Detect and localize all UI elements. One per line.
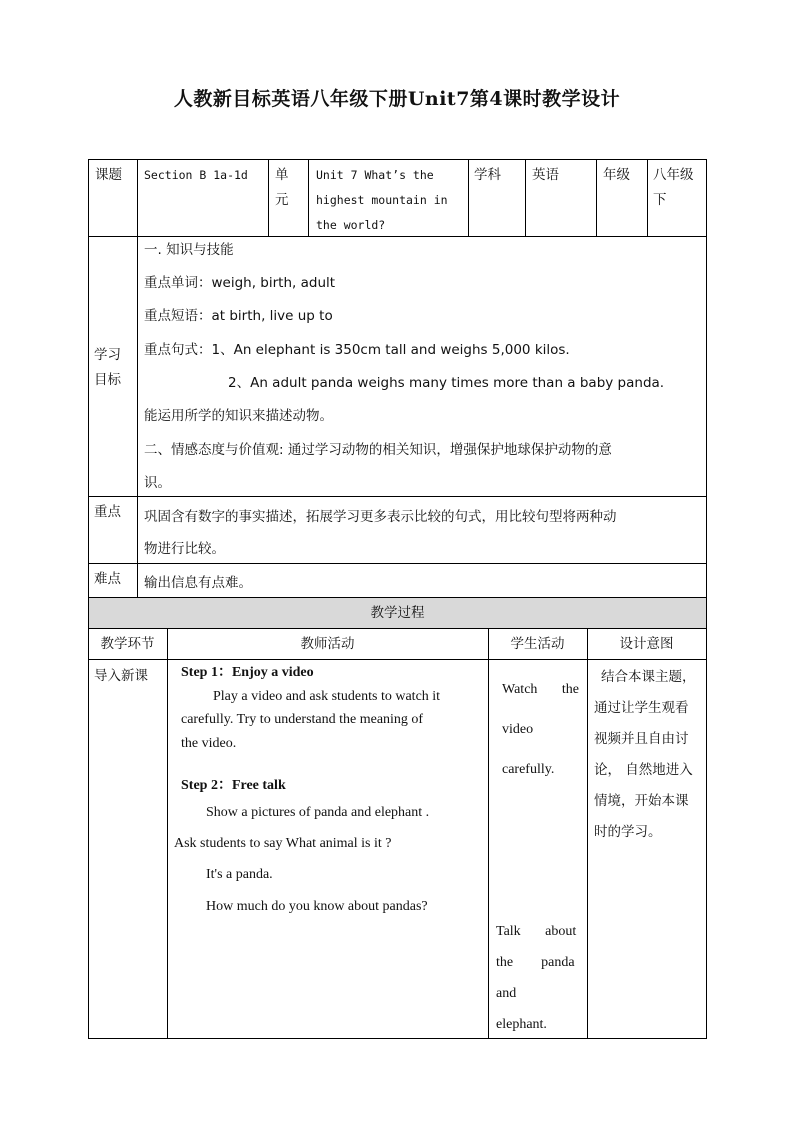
col-intent-header: 设计意图 [619,636,674,652]
unit-value-line1: Unit 7 What’s the [316,168,434,182]
objectives-label-line2: 目标 [94,372,121,388]
grade-value-line2: 下 [653,192,667,208]
intent-line: 结合本课主题， [601,669,696,685]
difficulty-label: 难点 [94,571,121,587]
col-teacher-header: 教师活动 [300,636,355,652]
step2-line: It's a panda. [206,867,273,882]
objective-line: 2、An adult panda weighs many times more than a baby panda. [228,375,665,391]
objective-line: 重点句式：1、An elephant is 350cm tall and weighs 5,000 kilos. [144,342,570,358]
col-stage-header: 教学环节 [100,636,155,652]
step2-line: Ask students to say What animal is it ? [174,836,392,851]
objective-line: 二、情感态度与价值观: 通过学习动物的相关知识，增强保护地球保护动物的意 [144,442,612,458]
stage-intro: 导入新课 [94,668,148,684]
student-activity-line: and [496,986,517,1001]
objectives-label-line1: 学习 [94,347,121,363]
step1-line: carefully. Try to understand the meaning of [181,712,424,727]
student-activity-line: Talk about [496,924,577,939]
key-points-line1: 巩固含有数字的事实描述，拓展学习更多表示比较的句式，用比较句型将两种动 [144,509,617,525]
document-title: 人教新目标英语八年级下册Unit7第4课时教学设计 [173,88,621,110]
intent-line: 通过让学生观看 [594,700,689,716]
student-activity-line: Watch the [502,682,580,697]
grade-value-line1: 八年级 [653,167,694,183]
step2-title: Step 2：Free talk [181,778,286,793]
student-activity-line: video [502,722,534,737]
student-activity-line: the panda [496,955,575,970]
step1-title: Step 1：Enjoy a video [181,665,314,680]
objective-line: 一. 知识与技能 [144,242,234,258]
step1-line: the video. [181,736,237,751]
student-activity-line: elephant. [496,1017,547,1032]
objective-line: 识。 [144,475,171,491]
intent-line: 视频并且自由讨 [594,731,689,747]
key-points-line2: 物进行比较。 [144,541,225,557]
objective-line: 能运用所学的知识来描述动物。 [144,408,333,424]
lesson-label: 课题 [95,167,122,183]
grade-label: 年级 [603,167,630,183]
subject-label: 学科 [474,167,501,183]
intent-line: 时的学习。 [594,824,662,840]
unit-value-line2: highest mountain in [316,193,448,207]
process-title: 教学过程 [370,605,425,621]
lesson-value: Section B 1a-1d [144,168,248,182]
key-points-label: 重点 [94,504,121,520]
difficulty-text: 输出信息有点难。 [144,575,252,591]
col-student-header: 学生活动 [510,636,565,652]
objective-line: 重点单词：weigh, birth, adult [144,275,336,291]
student-activity-line: carefully. [502,762,555,777]
step2-line: How much do you know about pandas? [206,899,428,914]
step2-line: Show a pictures of panda and elephant . [206,805,430,820]
unit-label-line1: 单 [275,167,289,183]
step1-line: Play a video and ask students to watch it [213,689,441,704]
unit-label-line2: 元 [275,192,289,208]
unit-value-line3: the world? [316,218,386,232]
objective-line: 重点短语：at birth, live up to [144,308,333,324]
intent-line: 情境，开始本课 [594,793,689,809]
intent-line: 论， 自然地进入 [594,762,693,778]
subject-value: 英语 [532,167,559,183]
